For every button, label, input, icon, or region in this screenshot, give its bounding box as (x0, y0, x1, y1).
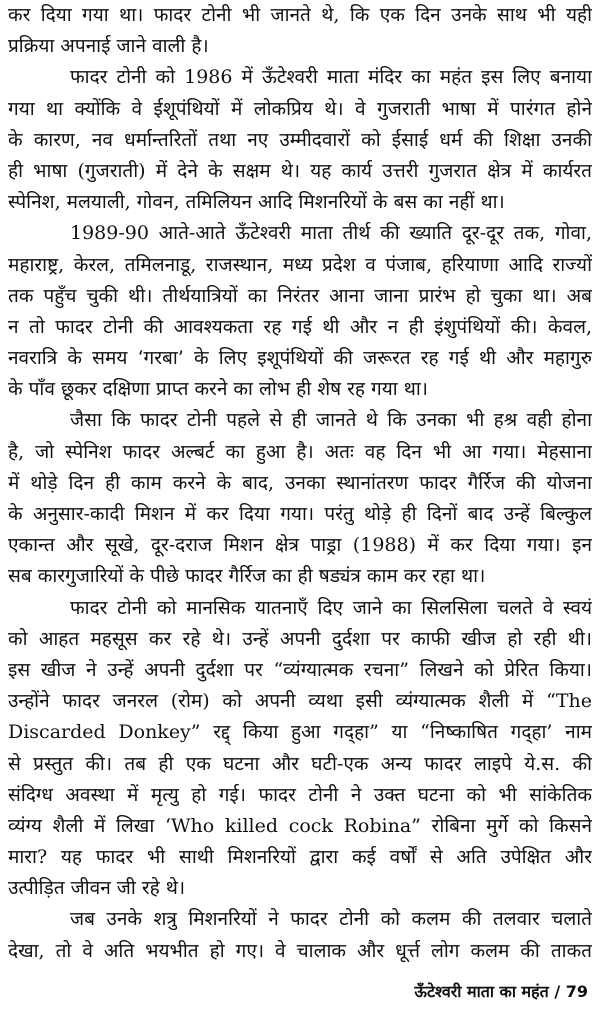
text-line: जैसा कि फादर टोनी पहले से ही जानते थे कि उनका भी हश्र वही होना (70, 409, 592, 432)
paragraph (8, 218, 592, 405)
text-line: ही भाषा (गुजराती) में देने के सक्षम थे। यह कार्य उत्तरी गुजरात क्षेत्र में कार्यरत (8, 159, 592, 182)
text-line: है, जो स्पेनिश फादर अल्बर्ट का हुआ है। अतः वह दिन भी आ गया। मेहसाना (8, 440, 592, 463)
text-line: फादर टोनी को 1986 में ऊँटेश्वरी माता मंदिर का महंत इस लिए बनाया (70, 66, 592, 89)
paragraph (8, 593, 592, 905)
text-line: गया था क्योंकि वे ईशूपंथियों में लोकप्रिय थे। वे गुजराती भाषा में पारंगत होने (8, 97, 592, 120)
text-line: के कारण, नव धर्मान्तरितों तथा नए उम्मीदवारों को ईसाई धर्म की शिक्षा उनकी (8, 128, 592, 151)
text-line: तक पहुँच चुकी थी। तीर्थयात्रियों का निरंतर आना जाना प्रारंभ हो चुका था। अब (8, 284, 592, 307)
page-number: 79 (565, 982, 588, 1001)
text-line: 1989-90 आते-आते ऊँटेश्वरी माता तीर्थ की ख्याति दूर-दूर तक, गोवा, (70, 222, 592, 245)
text-line: स्पेनिश, मलयाली, गोवन, तमिलियन आदि मिशनरियों के बस का नहीं था। (8, 191, 505, 214)
paragraph (8, 904, 592, 966)
text-line: देखा, तो वे अति भयभीत हो गए। वे चालाक और धूर्त्त लोग कलम की ताकत (8, 939, 592, 962)
text-line: से प्रस्तुत की। तब ही एक घटना और घटी-एक अन्य फादर लाइपे ये.स. की (8, 752, 592, 775)
paragraph (8, 0, 592, 62)
text-line: नवरात्रि के समय ‘गरबा’ के लिए इशूपंथियों की जरूरत रह गई थी और महागुरु (8, 347, 592, 370)
text-line: उत्पीड़ित जीवन जी रहे थे। (8, 877, 186, 900)
text-line: उन्होंने फादर जनरल (रोम) को अपनी व्यथा इसी व्यंग्यात्मक शैली में “The (8, 690, 592, 713)
text-line: सब कारगुजारियों के पीछे फादर गैर्रिज का ही षड्यंत्र काम कर रहा था। (8, 565, 486, 588)
paragraph (8, 62, 592, 218)
text-line: एकान्त और सूखे, दूर-दराज मिशन क्षेत्र पाड्रा (1988) में कर दिया गया। इन (8, 534, 592, 557)
text-line: महाराष्ट्र, केरल, तमिलनाडू, राजस्थान, मध्य प्रदेश व पंजाब, हरियाणा आदि राज्यों (8, 253, 592, 276)
text-line: मारा? यह फादर भी साथी मिशनरियों द्वारा कई वर्षों से अति उपेक्षित और (8, 846, 592, 869)
paragraph (8, 405, 592, 592)
text-line: व्यंग्य शैली में लिखा ‘Who killed cock Robina” रोबिना मुर्गे को किसने (8, 814, 592, 837)
text-line: जब उनके शत्रु मिशनरियों ने फादर टोनी को कलम की तलवार चलाते (70, 908, 592, 931)
text-line: कर दिया गया था। फादर टोनी भी जानते थे, कि एक दिन उनके साथ भी यही (8, 4, 592, 26)
text-line: फादर टोनी को मानसिक यातनाएँ दिए जाने का सिलसिला चलते वे स्वयं (70, 596, 592, 619)
text-line: इस खीज ने उन्हें अपनी दुर्दशा पर “व्यंग्यात्मक रचना” लिखने को प्रेरित किया। (8, 658, 592, 681)
text-line: Discarded Donkey” रद्द् किया हुआ गद्हा” या “निष्काषित गद्हा’ नाम (8, 721, 592, 744)
text-line: को आहत महसूस कर रहे थे। उन्हें अपनी दुर्दशा पर काफी खीज हो रही थी। (8, 627, 592, 650)
text-line: न तो फादर टोनी की आवश्यकता रह गई थी और न ही इंशुपंथियों की। केवल, (8, 315, 592, 338)
text-line: के अनुसार-कादी मिशन में कर दिया गया। परंतु थोड़े ही दिनों बाद उन्हें बिल्कुल (8, 503, 592, 525)
footer-separator: / (554, 982, 561, 1001)
page-body (8, 0, 592, 967)
page-footer (414, 980, 588, 1002)
text-line: प्रक्रिया अपनाई जाने वाली है। (8, 35, 209, 58)
text-line: के पाँव छूकर दक्षिणा प्राप्त करने का लोभ ही शेष रह गया था। (8, 378, 428, 401)
text-line: संदिग्ध अवस्था में मृत्यु हो गई। फादर टोनी ने उक्त घटना को भी सांकेतिक (8, 783, 592, 806)
running-title: ऊँटेश्वरी माता का महंत (414, 982, 549, 1001)
text-line: में थोड़े दिन ही काम करने के बाद, उनका स्थानांतरण फादर गैर्रिज की योजना (8, 471, 592, 494)
